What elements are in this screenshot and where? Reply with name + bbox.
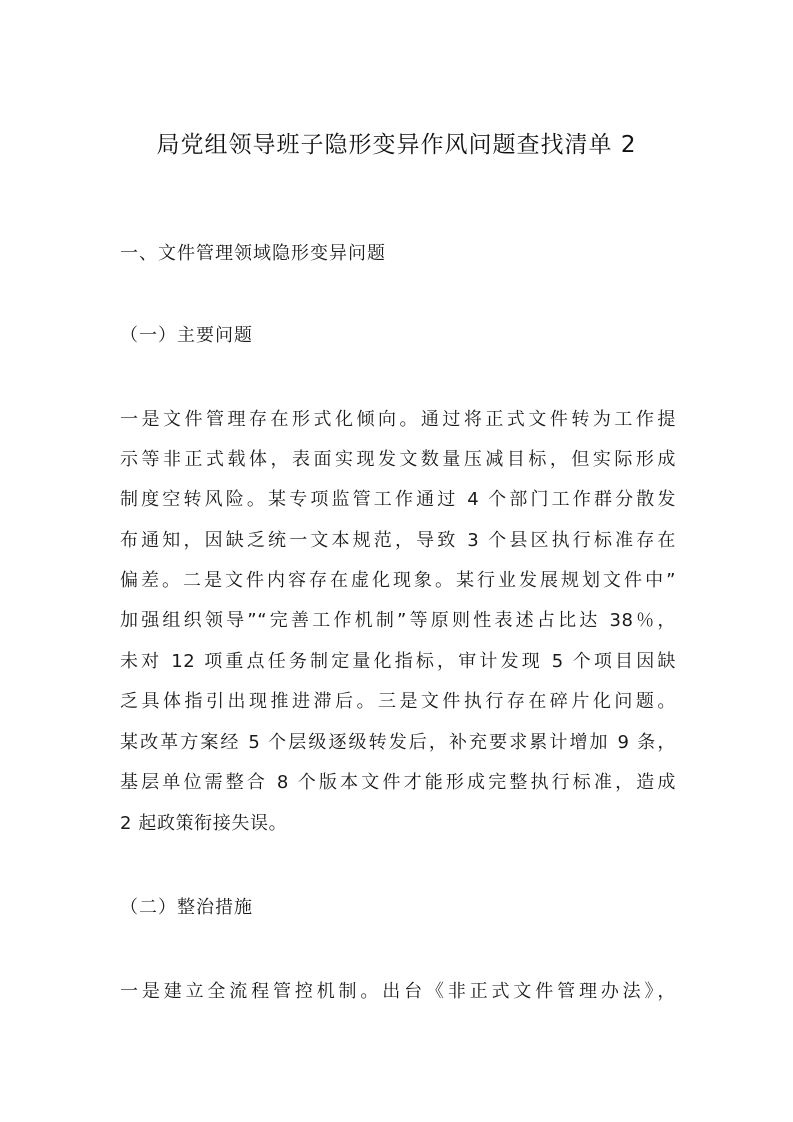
paragraph-line: 一是建立全流程管控机制。出台《非正式文件管理办法》， — [120, 981, 676, 1002]
paragraph-line: 某改革方案经 5 个层级逐级转发后，补充要求累计增加 9 条， — [120, 732, 676, 753]
paragraph-line: 2 起政策衔接失误。 — [120, 813, 288, 834]
document-title: 局党组领导班子隐形变异作风问题查找清单 2 — [156, 132, 637, 158]
paragraph-line: 加强组织领导”“完善工作机制”等原则性表述占比达 38％， — [120, 610, 676, 631]
paragraph-line: 偏差。二是文件内容存在虚化现象。某行业发展规划文件中” — [120, 570, 676, 591]
paragraph-line: 未对 12 项重点任务制定量化指标，审计发现 5 个项目因缺 — [120, 651, 676, 672]
paragraph-line: 布通知，因缺乏统一文本规范，导致 3 个县区执行标准存在 — [120, 530, 676, 551]
paragraph-line: 一是文件管理存在形式化倾向。通过将正式文件转为工作提 — [120, 409, 676, 430]
subsection-heading-measures: （二）整治措施 — [120, 897, 253, 918]
paragraph-line: 乏具体指引出现推进滞后。三是文件执行存在碎片化问题。 — [120, 691, 676, 712]
subsection-heading-problems: （一）主要问题 — [120, 325, 253, 346]
paragraph-line: 示等非正式载体，表面实现发文数量压减目标，但实际形成 — [120, 449, 676, 470]
paragraph-line: 制度空转风险。某专项监管工作通过 4 个部门工作群分散发 — [120, 489, 676, 510]
paragraph-line: 基层单位需整合 8 个版本文件才能形成完整执行标准，造成 — [120, 772, 676, 793]
section-heading: 一、文件管理领域隐形变异问题 — [120, 243, 386, 264]
